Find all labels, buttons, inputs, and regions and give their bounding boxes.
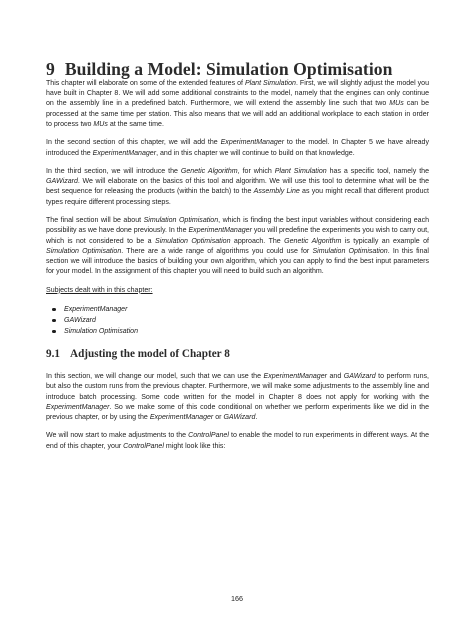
section-title-text: Adjusting the model of Chapter 8 xyxy=(69,348,230,361)
page-number: 166 xyxy=(231,594,243,603)
subjects-list xyxy=(46,304,429,337)
chapter-title-text: Building a Model: Simulation Optimisation xyxy=(64,58,393,79)
chapter-number: 9 xyxy=(46,58,55,79)
italic-term: ExperimentManager xyxy=(92,149,157,157)
italic-term: Simulation Optimisation xyxy=(46,247,122,255)
italic-term: MUs xyxy=(93,120,108,128)
intro-paragraph-3: In the third section, we will introduce the Genetic Algorithm, for which Plant Simulation has a specific tool, namely the GAWizard. We will elaborate on the basics of this tool and algorithm. We will use this tool to determine what will be the best sequence for releasing the products (within the batch) to the Assembly Line as you might recall that different product types require different processing steps. xyxy=(46,168,430,206)
italic-term: GAWizard xyxy=(223,413,256,421)
italic-term: Assembly Line xyxy=(253,188,300,196)
italic-term: ExperimentManager xyxy=(263,373,327,381)
subject-item: Simulation Optimisation xyxy=(64,326,429,337)
italic-term: Genetic Algorithm xyxy=(180,168,238,176)
italic-term: GAWizard xyxy=(343,373,376,381)
italic-term: ExperimentManager xyxy=(188,227,252,235)
section-paragraph-1: In this section, we will change our model, such that we can use the ExperimentManager and GAWizard to perform runs, but also the custom runs from the previous chapter. Furthermore, we will make some adjustments to the assembly line and introduce batch processing. Some code written for the model in Chapter 8 does not apply for working with the ExperimentManager. So we make some of this code conditional on whether we perform experiments like we did in the previous chapter, or by using the ExperimentManager or GAWizard. xyxy=(46,373,429,421)
intro-paragraph-1: This chapter will elaborate on some of the extended features of Plant Simulation. First, we will slightly adjust the model you have built in Chapter 8. We will add some additional constraints to the model, namely that the engines can only continue on the assembly line in a predefined batch. Furthermore, we will extend the assembly line such that two MUs can be processed at the same time per station. This also means that we will add an additional workplace to each station in order to process two MUs at the same time. xyxy=(46,80,430,128)
italic-term: Genetic Algorithm xyxy=(284,237,342,245)
italic-term: Plant Simulation xyxy=(244,80,296,87)
subject-item: GAWizard xyxy=(64,315,429,326)
italic-term: MUs xyxy=(389,100,404,108)
section-number: 9.1 xyxy=(46,348,60,361)
italic-term: ControlPanel xyxy=(188,432,229,440)
chapter-body xyxy=(46,79,429,460)
italic-term: Simulation Optimisation xyxy=(143,217,219,225)
italic-term: Plant Simulation xyxy=(274,168,327,176)
section-paragraph-2: We will now start to make adjustments to the ControlPanel to enable the model to run experiments in different ways. At the end of this chapter, your ControlPanel might look like this: xyxy=(46,432,429,450)
italic-term: GAWizard xyxy=(46,178,78,186)
italic-term: Simulation Optimisation xyxy=(312,247,388,255)
intro-paragraph-4: The final section will be about Simulation Optimisation, which is finding the best input variables without considering each possibility as we have done previously. In the ExperimentManager you will predefine the experiments you wish to carry out, which is not considered to be a Simulation Optimisation approach. The Genetic Algorithm is typically an example of Simulation Optimisation. There are a wide range of algorithms you could use for Simulation Optimisation. In this final section we will introduce the basics of building your own algorithm, which you can apply to find the best input parameters for your model. In the assignment of this chapter you will need to build such an algorithm. xyxy=(46,217,430,276)
section-title xyxy=(46,348,429,361)
chapter-title xyxy=(46,59,446,80)
italic-term: Simulation Optimisation xyxy=(155,237,231,245)
italic-term: ExperimentManager xyxy=(220,139,285,147)
intro-paragraph-2: In the second section of this chapter, we will add the ExperimentManager to the model. In Chapter 5 we have already introduced the ExperimentManager, and in this chapter we will continue to build on that knowledge. xyxy=(46,139,429,157)
italic-term: ExperimentManager xyxy=(46,403,110,411)
subjects-label: Subjects dealt with in this chapter: xyxy=(46,286,153,294)
italic-term: ExperimentManager xyxy=(149,413,214,421)
italic-term: ControlPanel xyxy=(123,442,164,450)
subject-item: ExperimentManager xyxy=(64,304,429,315)
